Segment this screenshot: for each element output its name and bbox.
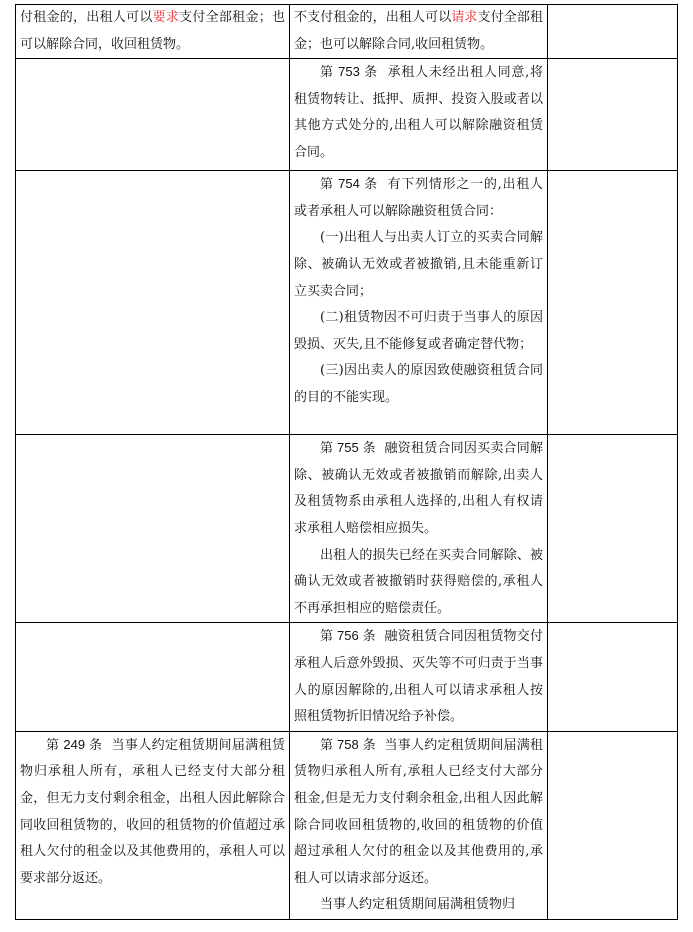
article-number: 第 753 条 <box>320 64 378 80</box>
note-cell <box>548 171 678 435</box>
list-item: (二)租赁物因不可归责于当事人的原因毁损、灭失,且不能修复或者确定替代物； <box>294 310 543 352</box>
new-law-cell <box>290 435 548 623</box>
note-cell <box>548 5 678 59</box>
table-row <box>16 171 678 435</box>
article-paragraph: 第 753 条 承租人未经出租人同意,将租赁物转让、抵押、质押、投资入股或者以其他方式处分的,出租人可以解除融资租赁合同。 <box>294 64 544 160</box>
article-number: 第 754 条 <box>320 176 378 192</box>
article-paragraph: 当事人约定租赁期间届满租赁物归 <box>320 897 516 913</box>
law-comparison-table <box>15 4 678 920</box>
new-law-cell <box>290 623 548 731</box>
old-law-cell <box>16 731 290 919</box>
old-law-cell <box>16 59 290 171</box>
list-item: (一)出租人与出卖人订立的买卖合同解除、被确认无效或者被撤销,且未能重新订立买卖合同； <box>294 230 543 299</box>
new-law-cell <box>290 731 548 919</box>
new-law-cell <box>290 171 548 435</box>
list-item: (三)因出卖人的原因致使融资租赁合同的目的不能实现。 <box>294 363 543 405</box>
article-number: 第 758 条 <box>320 736 376 752</box>
new-law-cell <box>290 59 548 171</box>
table-row <box>16 5 678 59</box>
article-paragraph: 第 756 条 融资租赁合同因租赁物交付承租人后意外毁损、灭失等不可归责于当事人的原因解除的,出租人可以请求承租人按照租赁物折旧情况给予补偿。 <box>294 628 543 725</box>
old-law-cell <box>16 435 290 623</box>
article-paragraph: 出租人的损失已经在买卖合同解除、被确认无效或者被撤销时获得赔偿的,承租人不再承担相应的赔偿责任。 <box>294 547 543 616</box>
article-paragraph: 第 758 条 当事人约定租赁期间届满租赁物归承租人所有,承租人已经支付大部分租金,但是无力支付剩余租金,出租人因此解除合同收回租赁物的,收回的租赁物的价值超过承租人欠付的租金以及其他费用的,承租人可以请求部分返还。 <box>294 736 543 886</box>
table-row <box>16 623 678 731</box>
article-number: 第 756 条 <box>320 628 376 644</box>
note-cell <box>548 59 678 171</box>
note-cell <box>548 731 678 919</box>
new-law-cell: 不支付租金的，出租人可以请求支付全部租金；也可以解除合同,收回租赁物。 <box>290 5 548 59</box>
old-law-cell <box>16 623 290 731</box>
article-number: 第 249 条 <box>46 736 103 752</box>
table-row <box>16 435 678 623</box>
article-number: 第 755 条 <box>320 440 376 456</box>
article-paragraph: 第 755 条 融资租赁合同因买卖合同解除、被确认无效或者被撤销而解除,出卖人及租赁物系由承租人选择的,出租人有权请求承租人赔偿相应损失。 <box>294 440 543 536</box>
changed-word: 请求 <box>451 10 478 25</box>
table-row <box>16 59 678 171</box>
note-cell <box>548 623 678 731</box>
table-row <box>16 731 678 919</box>
note-cell <box>548 435 678 623</box>
article-paragraph: 第 754 条 有下列情形之一的,出租人或者承租人可以解除融资租赁合同： <box>294 176 544 219</box>
article-paragraph: 第 249 条 当事人约定租赁期间届满租赁物归承租人所有，承租人已经支付大部分租金，但无力支付剩余租金，出租人因此解除合同收回租赁物的，收回的租赁物的价值超过承租人欠付的租金以及其他费用的，承租人可以要求部分返还。 <box>20 736 286 886</box>
old-law-cell <box>16 171 290 435</box>
changed-word: 要求 <box>152 10 180 25</box>
old-law-cell: 付租金的，出租人可以要求支付全部租金；也可以解除合同，收回租赁物。 <box>16 5 290 59</box>
